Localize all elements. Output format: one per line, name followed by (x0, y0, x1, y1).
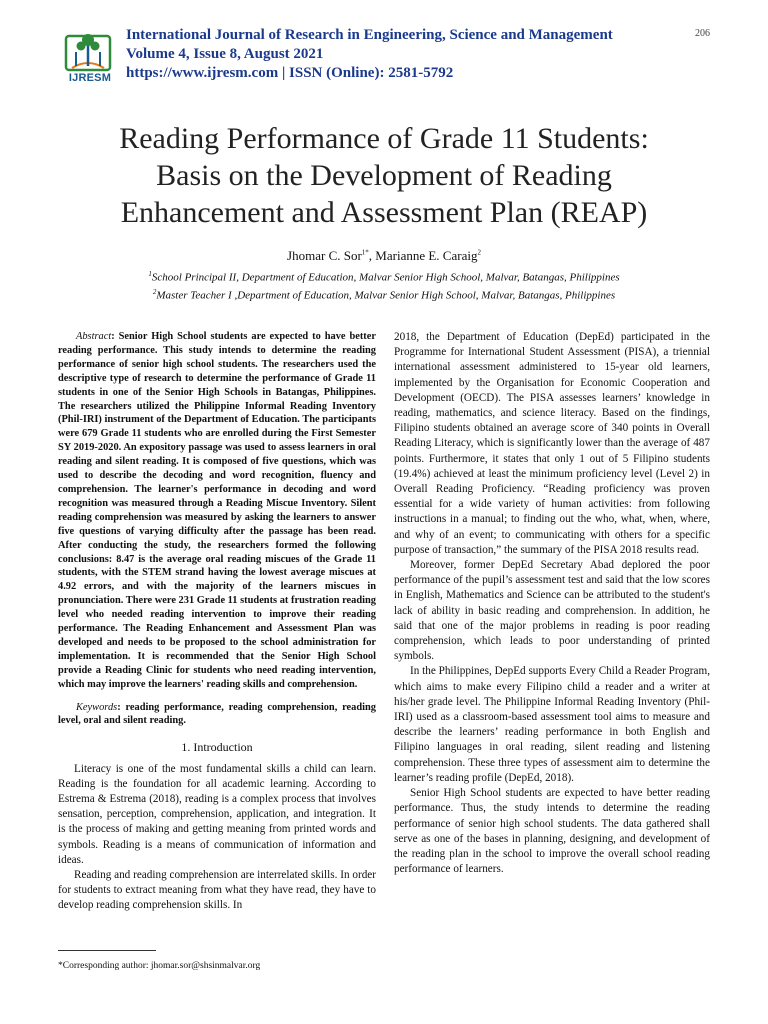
body-paragraph: Literacy is one of the most fundamental skills a child can learn. Reading is the foundation for all academic learning. According to Estrema & Estrema (2018), reading is a complex process that involves sensation, perception, comprehension, application, and integration. It is the process of making and getting meaning from printed words and symbols. Reading is a means of communication of information and ideas. (58, 762, 376, 866)
author-superscript: 1* (361, 248, 369, 257)
paper-title (0, 120, 768, 231)
affiliation-text: Master Teacher I ,Department of Education, Malvar Senior High School, Malvar, Batangas, Philippines (156, 289, 616, 302)
body-paragraph: Reading and reading comprehension are interrelated skills. In order for students to extract meaning from what they have read, they have to develop reading comprehension skills. In (58, 869, 376, 912)
body-paragraph: 2018, the Department of Education (DepEd) participated in the Programme for International Student Assessment (PISA), a triennial international assessment administered to 15-year old learners, implemented by the Organisation for Economic Cooperation and Development (OECD). The PISA assesses learners’ knowledge in reading, mathematics, and science literacy. Based on the findings, Filipino students obtained an average score of 340 points in Overall Reading Literacy, which is significantly lower than the average of 487 points. Furthermore, it states that only 1 out of 5 Filipino students (19.4%) achieved at least the minimum proficiency level (Level 2) in Overall Reading Proficiency. “Reading proficiency was proven essential for a wide variety of human activities: from following instructions in a manual; to finding out the who, what, when, where, and why of an event; to communicating with others for a specific purpose of transaction,” the summary of the PISA 2018 results read. (394, 331, 710, 556)
keywords-label: Keywords (76, 701, 118, 713)
abstract-text: : Senior High School students are expected to have better reading performance. This study intends to determine the reading performance of senior high school students. The researchers used the descriptive type of research to determine the performance of Grade 11 students in one of the Senior High Schools in Batangas, Philippines. The researchers utilized the Philippine Informal Reading Inventory (Phil-IRI) instrument of the Department of Education. The participants were 679 Grade 11 students who are enrolled during the First Semester SY 2019-2020. An expository passage was used to assess learners in oral reading and silent reading. It is composed of five questions, which was used to describe the decoding and word recognition, fluency and comprehension. The learner's performance in decoding and word recognition was measured through a Reading Miscue Inventory. Silent reading comprehension was measured by asking the learners to answer five questions of varying difficulty after the passage has been read. After conducting the study, the researchers formed the following conclusions: 8.47 is the average oral reading miscues of the Grade 11 students, with the STEM strand having the lowest average miscues at 4.92 errors, and with the majority of the learners miscues in pronunciation. There were 231 Grade 11 students at frustration reading level who needed reading intervention to improve their reading performance. The Reading Enhancement and Assessment Plan was developed and needs to be proposed to the school administration for implementation. It is recommended that the Senior High School provide a Reading Clinic for students who need reading intervention, which may improve the learners' reading skills and comprehension. (58, 331, 376, 690)
affiliation-text: School Principal II, Department of Education, Malvar Senior High School, Malvar, Batangas, Philippines (151, 271, 620, 284)
section-heading: 1. Introduction (181, 740, 253, 755)
author-name: Jhomar C. Sor (287, 248, 362, 263)
affiliation (0, 288, 768, 302)
corresponding-author-footnote: *Corresponding author: jhomar.sor@shsinmalvar.org (58, 961, 261, 971)
right-column (394, 330, 710, 877)
volume-issue: Volume 4, Issue 8, August 2021 (126, 46, 324, 62)
title-line: Enhancement and Assessment Plan (REAP) (120, 196, 648, 229)
title-line: Reading Performance of Grade 11 Students: (119, 122, 649, 155)
page-number: 206 (695, 28, 710, 39)
footnote-divider (58, 950, 156, 951)
journal-header (58, 24, 738, 90)
author-superscript: 2 (477, 248, 481, 257)
abstract (58, 330, 376, 692)
body-paragraph: Moreover, former DepEd Secretary Abad deplored the poor performance of the pupil’s assessment test and said that the low scores in English, Mathematics and Science can be attributed to the student's lack of ability in basic reading and comprehension. In addition, he said that one of the major problems in reading is poor reading comprehension, which leads to poor understanding of printed symbols. (394, 559, 710, 663)
title-line: Basis on the Development of Reading (156, 159, 612, 192)
journal-info (126, 26, 613, 83)
abstract-label: Abstract (76, 331, 112, 342)
left-column (58, 330, 376, 914)
keywords-text: : reading performance, reading comprehension, reading level, oral and silent reading. (58, 701, 376, 727)
journal-name: International Journal of Research in Engineering, Science and Management (126, 27, 613, 43)
journal-logo (58, 28, 118, 84)
author-separator: , (368, 248, 376, 263)
book-tree-logo-icon (58, 28, 118, 72)
affiliation-superscript: 2 (152, 288, 157, 296)
logo-label: IJRESM (68, 72, 112, 84)
affiliation-superscript: 1 (148, 270, 152, 278)
affiliation (0, 270, 768, 284)
body-paragraph: Senior High School students are expected to have better reading performance. Thus, the study intends to determine the reading performance of senior high school students. The data gathered shall serve as one of the bases in planning, designing, and development of the reading plan in the school to improve the overall school reading performance of learners. (394, 787, 710, 876)
journal-url-issn[interactable]: https://www.ijresm.com | ISSN (Online): 2581-5792 (126, 65, 454, 81)
author-name: Marianne E. Caraig (375, 248, 478, 263)
author-list (0, 248, 768, 264)
body-paragraph: In the Philippines, DepEd supports Every Child a Reader Program, which aims to make every Filipino child a reader and a writer at his/her grade level. The Philippine Informal Reading Inventory (Phil-IRI) used as a classroom-based assessment tool aims to measure and describe the learners’ reading performance in both English and Filipino languages in oral reading, silent reading and listening comprehension. These three types of assessment aim to determine the learner’s reading profile (DepEd, 2018). (394, 665, 710, 784)
keywords (58, 701, 376, 729)
